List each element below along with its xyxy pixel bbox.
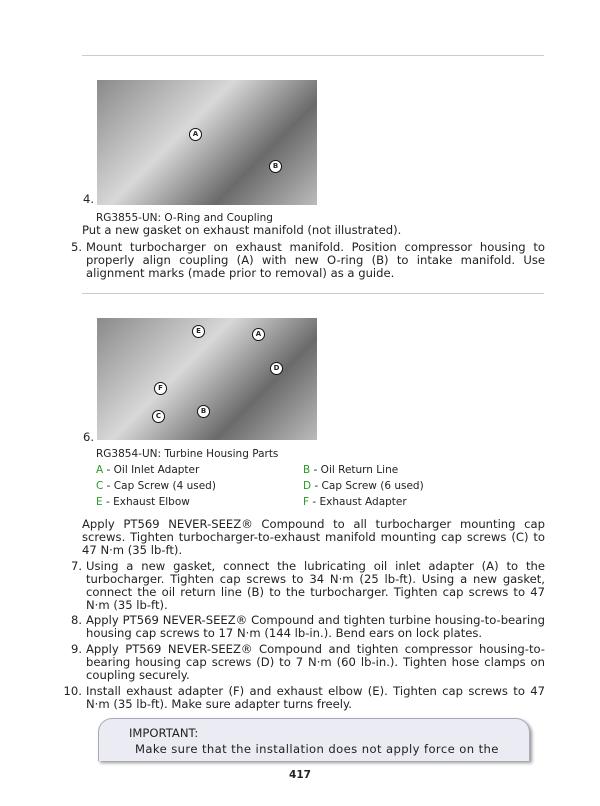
callout-b: B <box>269 160 282 173</box>
legend-item: B - Oil Return Line <box>303 464 399 476</box>
step-5 <box>62 241 545 280</box>
step-text: Mount turbocharger on exhaust manifold. Position compressor housing to properly align coupling (A) with new O-ring (B) to intake manifold. Use alignment marks (made prior to removal) as a guide. <box>86 240 545 280</box>
callout-d: D <box>270 362 283 375</box>
callout-c: C <box>152 410 165 423</box>
step-number: 9. <box>70 642 82 656</box>
callout-e: E <box>192 325 205 338</box>
legend-item: C - Cap Screw (4 used) <box>96 480 216 492</box>
step-9 <box>62 643 545 682</box>
step-text: Using a new gasket, connect the lubricating oil inlet adapter (A) to the turbocharger. Tighten cap screws to 34 N·m (25 lb-ft). Using a new gasket, connect the oil return line (B) to the turbocharger. Tighten cap screws to 47 N·m (35 lb-ft). <box>86 559 545 612</box>
figure-caption: RG3855-UN: O-Ring and Coupling <box>96 212 273 224</box>
figure-number: 6. <box>83 430 95 444</box>
step-number: 10. <box>63 684 82 698</box>
divider <box>82 55 544 56</box>
important-heading: IMPORTANT: <box>129 726 199 740</box>
callout-a: A <box>189 128 202 141</box>
parts-legend <box>96 464 516 512</box>
legend-item: E - Exhaust Elbow <box>96 496 190 508</box>
divider <box>82 293 544 294</box>
step-number: 8. <box>70 613 82 627</box>
important-body: Make sure that the installation does not apply force on the <box>135 742 499 756</box>
figure-number: 4. <box>83 192 95 206</box>
callout-b: B <box>197 405 210 418</box>
step-number: 7. <box>70 559 82 573</box>
callout-a: A <box>252 328 265 341</box>
legend-item: D - Cap Screw (6 used) <box>303 480 424 492</box>
step-number: 5. <box>70 240 82 254</box>
apply-text: Apply PT569 NEVER-SEEZ® Compound to all turbocharger mounting cap screws. Tighten turbocharger-to-exhaust manifold mounting cap screws (C) to 47 N·m (35 lb-ft). <box>82 517 545 557</box>
figure-caption: RG3854-UN: Turbine Housing Parts <box>96 448 279 460</box>
legend-item: A - Oil Inlet Adapter <box>96 464 200 476</box>
photo-turbine-housing <box>97 318 317 440</box>
callout-f: F <box>154 382 167 395</box>
step-8 <box>62 614 545 640</box>
step-10 <box>62 685 545 711</box>
legend-item: F - Exhaust Adapter <box>303 496 407 508</box>
page-number: 417 <box>289 769 311 781</box>
photo-oring-coupling <box>97 80 317 205</box>
step-7 <box>62 560 545 612</box>
step-text: Apply PT569 NEVER-SEEZ® Compound and tighten compressor housing-to-bearing housing cap screws (D) to 7 N·m (60 lb-in.). Tighten hose clamps on coupling securely. <box>86 642 545 682</box>
gasket-text: Put a new gasket on exhaust manifold (not illustrated). <box>82 223 402 237</box>
important-notice <box>98 718 530 761</box>
step-text: Install exhaust adapter (F) and exhaust elbow (E). Tighten cap screws to 47 N·m (35 lb-ft). Make sure adapter turns freely. <box>86 684 545 711</box>
step-text: Apply PT569 NEVER-SEEZ® Compound and tighten turbine housing-to-bearing housing cap screws to 17 N·m (144 lb-in.). Bend ears on lock plates. <box>86 613 545 640</box>
